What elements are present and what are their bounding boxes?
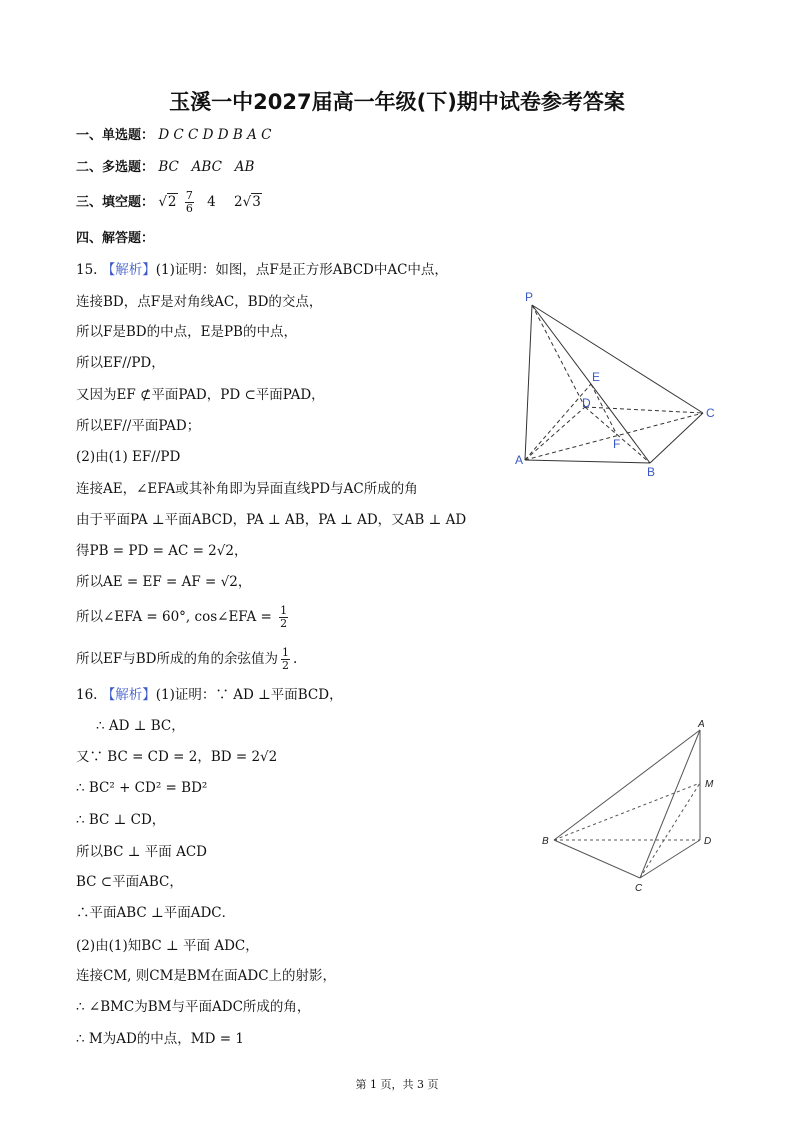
label-C: C bbox=[706, 406, 715, 420]
fill-blank-label: 三、填空题： bbox=[76, 195, 155, 210]
q15-line-6: 所以EF//平面PAD； bbox=[76, 418, 201, 434]
edge-DC bbox=[585, 407, 703, 413]
q15-line-3: 所以F是BD的中点，E是PB的中点， bbox=[76, 324, 297, 340]
q15-line-9: 由于平面PA ⊥平面ABCD，PA ⊥ AB，PA ⊥ AD，又AB ⊥ AD bbox=[76, 512, 467, 528]
page-footer: 第 1 页，共 3 页 bbox=[355, 1078, 439, 1091]
q16-line-12: ∴ M为AD的中点，MD = 1 bbox=[76, 1031, 244, 1047]
edge-PA bbox=[525, 305, 532, 460]
q16-line-2: ∴ AD ⊥ BC， bbox=[96, 718, 185, 734]
fill-blank-row bbox=[76, 190, 262, 215]
multi-choice-answers: BC ABC AB bbox=[158, 159, 255, 175]
label-C: C bbox=[635, 883, 643, 894]
single-choice-row bbox=[76, 126, 271, 145]
q16-line-6: 所以BC ⊥ 平面 ACD bbox=[76, 844, 207, 860]
fill-answer-1: √2 bbox=[158, 194, 177, 210]
q15-line-12: 所以∠EFA = 60°, cos∠EFA = $\frac{1}{2}$ bbox=[76, 604, 288, 630]
edge-AB bbox=[525, 460, 650, 463]
label-A: A bbox=[698, 719, 705, 730]
q16-line-3: 又∵ BC = CD = 2，BD = 2√2 bbox=[76, 749, 278, 765]
q16-header bbox=[76, 686, 343, 704]
q16-line-4: ∴ BC² + CD² = BD² bbox=[76, 780, 208, 796]
q15-line-7: (2)由(1) EF//PD bbox=[76, 449, 181, 465]
q15-line-5: 又因为EF ⊄平面PAD，PD ⊂平面PAD， bbox=[76, 387, 325, 403]
q16-tag: 【解析】 bbox=[101, 687, 156, 703]
segment-EF bbox=[591, 384, 617, 435]
label-F: F bbox=[613, 437, 621, 451]
label-D: D bbox=[582, 396, 591, 410]
q15-line-11: 所以AE = EF = AF = √2， bbox=[76, 574, 252, 590]
label-B: B bbox=[542, 836, 549, 847]
q16-number: 16. bbox=[76, 687, 98, 703]
edge-PD bbox=[532, 305, 585, 407]
edge-DB bbox=[585, 407, 650, 463]
q16-line-1: (1)证明：∵ AD ⊥平面BCD， bbox=[155, 687, 343, 703]
q15-number: 15. bbox=[76, 262, 98, 278]
edge-BC bbox=[554, 840, 640, 878]
multi-choice-label: 二、多选题： bbox=[76, 160, 155, 175]
q15-line-2: 连接BD，点F是对角线AC，BD的交点， bbox=[76, 294, 323, 310]
edge-CD bbox=[640, 840, 700, 878]
q15-tag: 【解析】 bbox=[101, 262, 156, 278]
q15-line-10: 得PB = PD = AC = 2√2， bbox=[76, 543, 248, 559]
q15-line-8: 连接AE，∠EFA或其补角即为异面直线PD与AC所成的角 bbox=[76, 481, 418, 497]
fill-answer-4: 2√3 bbox=[234, 194, 261, 210]
label-A: A bbox=[515, 453, 524, 467]
q16-line-8: ∴平面ABC ⊥平面ADC． bbox=[76, 905, 236, 921]
label-M: M bbox=[705, 779, 714, 790]
solve-section-label: 四、解答题： bbox=[76, 231, 155, 246]
label-P: P bbox=[525, 290, 534, 304]
q15-header bbox=[76, 261, 448, 279]
pyramid-figure-1 bbox=[505, 285, 730, 480]
q15-line-1: (1)证明：如图，点F是正方形ABCD中AC中点， bbox=[155, 262, 448, 278]
segment-CM bbox=[640, 783, 700, 878]
q16-line-5: ∴ BC ⊥ CD， bbox=[76, 812, 166, 828]
single-choice-label: 一、单选题： bbox=[76, 128, 155, 143]
fill-answer-2: $\frac{7}{6}$ bbox=[185, 189, 193, 215]
label-E: E bbox=[592, 370, 601, 384]
q16-line-10: 连接CM, 则CM是BM在面ADC上的射影， bbox=[76, 968, 337, 984]
q15-line-13: 所以EF与BD所成的角的余弦值为 $\frac{1}{2}$ . bbox=[76, 646, 298, 672]
tetrahedron-figure-2 bbox=[538, 715, 728, 895]
page-title: 玉溪一中2027届高一年级(下)期中试卷参考答案 bbox=[169, 90, 625, 114]
q16-line-7: BC ⊂平面ABC， bbox=[76, 874, 183, 890]
q15-line-4: 所以EF//PD， bbox=[76, 355, 165, 371]
edge-PC bbox=[532, 305, 703, 413]
solve-section-row bbox=[76, 229, 154, 248]
label-D: D bbox=[704, 836, 712, 847]
label-B: B bbox=[647, 465, 656, 479]
multi-choice-row bbox=[76, 158, 254, 177]
q16-line-9: (2)由(1)知BC ⊥ 平面 ADC， bbox=[76, 938, 259, 954]
segment-BM bbox=[554, 783, 700, 840]
fill-answer-3: 4 bbox=[207, 194, 216, 210]
single-choice-answers: D C C D D B A C bbox=[158, 127, 272, 143]
q16-line-11: ∴ ∠BMC为BM与平面ADC所成的角， bbox=[76, 999, 311, 1015]
